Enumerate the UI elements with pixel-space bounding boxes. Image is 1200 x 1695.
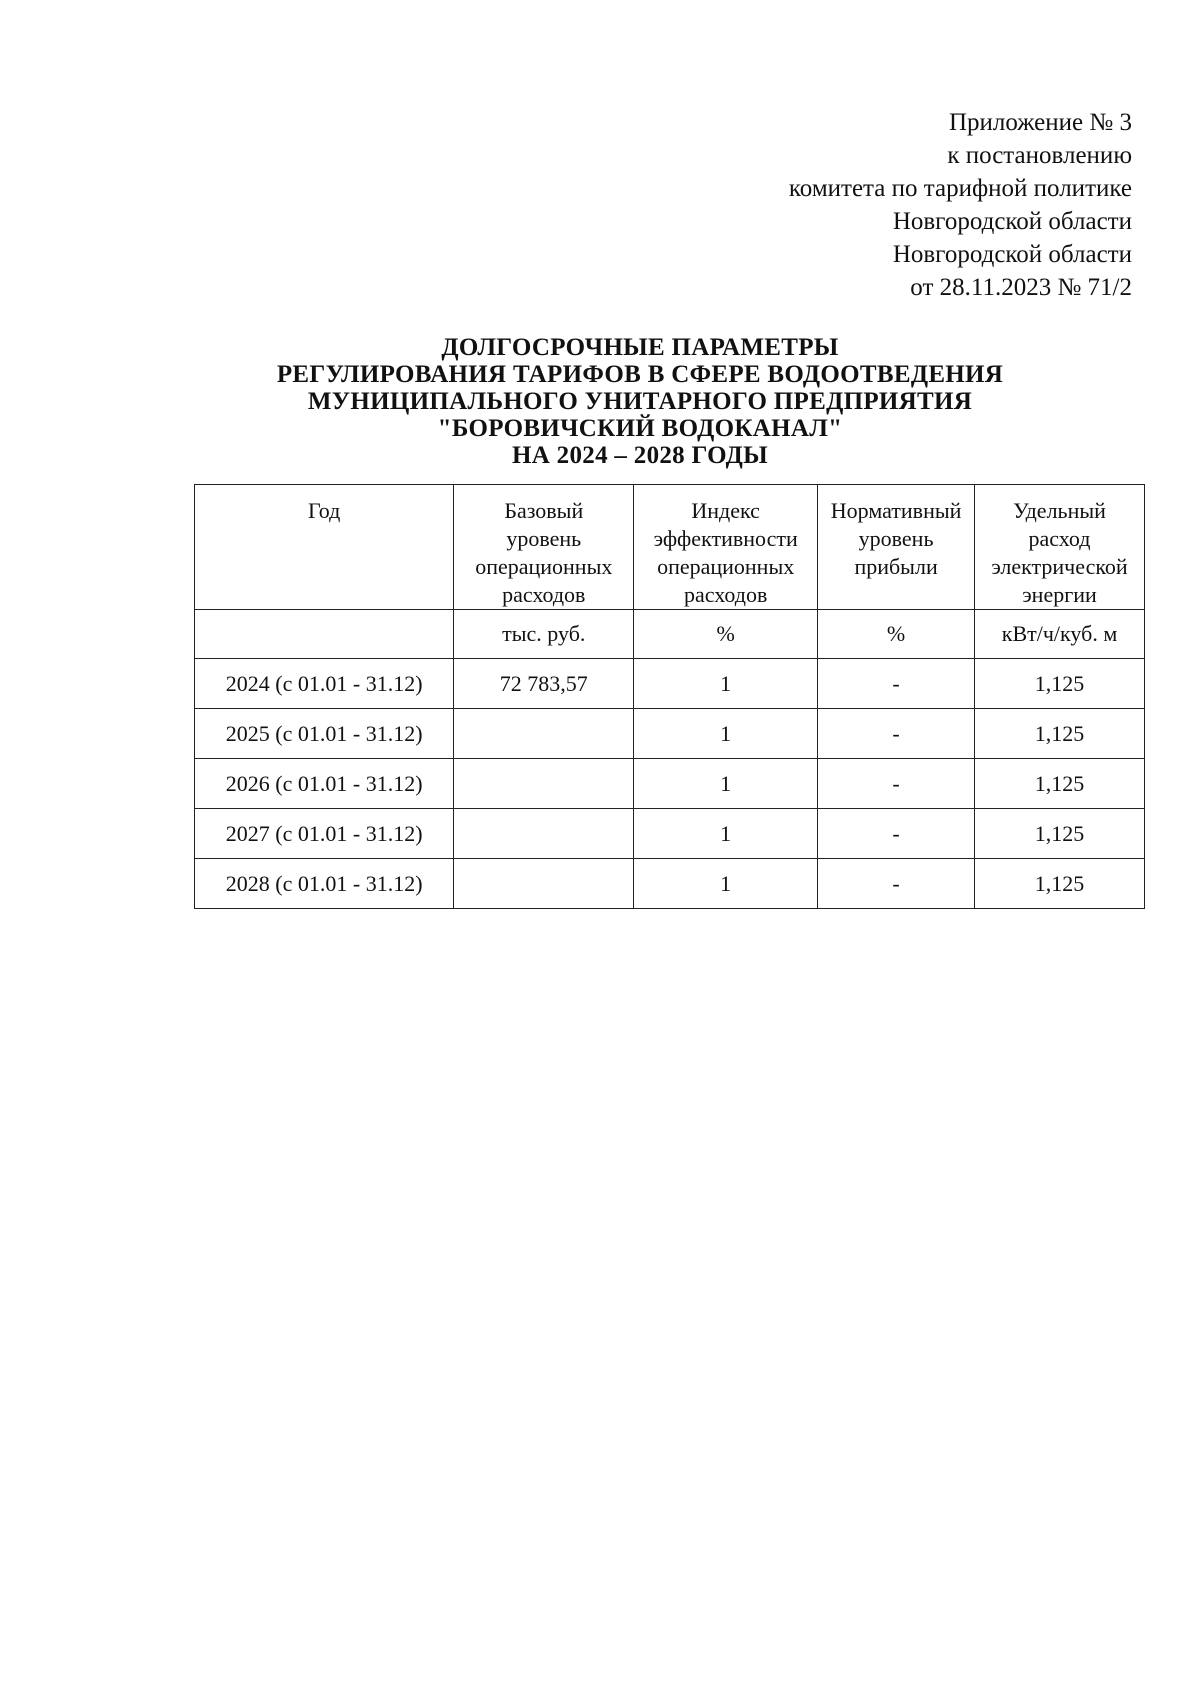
energy-consumption-cell: 1,125 [975,859,1145,909]
unit-cell: тыс. руб. [454,610,634,659]
appendix-line: Новгородской области [892,208,1132,235]
appendix-line: Новгородской области [892,241,1132,268]
profit-level-cell: - [818,709,975,759]
unit-cell: % [818,610,975,659]
title-line: НА 2024 – 2028 ГОДЫ [512,442,768,469]
efficiency-index-cell: 1 [634,709,818,759]
base-opex-cell [454,859,634,909]
table-header-row [195,485,1145,610]
title-line: РЕГУЛИРОВАНИЯ ТАРИФОВ В СФЕРЕ ВОДООТВЕДЕНИЯ [276,361,1004,388]
table-row [195,809,1145,859]
energy-consumption-cell: 1,125 [975,759,1145,809]
table-row [195,759,1145,809]
base-opex-cell [454,759,634,809]
title-line: ДОЛГОСРОЧНЫЕ ПАРАМЕТРЫ [441,334,839,361]
base-opex-cell [454,709,634,759]
header-energy-consumption: Удельный расход электрической энергии [975,485,1145,610]
profit-level-cell: - [818,759,975,809]
header-base-opex: Базовый уровень операционных расходов [454,485,634,610]
energy-consumption-cell: 1,125 [975,709,1145,759]
appendix-line: к постановлению [947,142,1132,169]
title-line: МУНИЦИПАЛЬНОГО УНИТАРНОГО ПРЕДПРИЯТИЯ [307,388,973,415]
table-row [195,709,1145,759]
year-cell: 2028 (с 01.01 - 31.12) [195,859,454,909]
unit-cell: % [634,610,818,659]
appendix-date-number: от 28.11.2023 № 71/2 [910,274,1132,301]
energy-consumption-cell: 1,125 [975,809,1145,859]
base-opex-cell [454,809,634,859]
appendix-number: Приложение № 3 [948,109,1132,136]
header-efficiency-index: Индекс эффективности операционных расходов [634,485,818,610]
unit-cell [195,610,454,659]
efficiency-index-cell: 1 [634,659,818,709]
efficiency-index-cell: 1 [634,859,818,909]
year-cell: 2027 (с 01.01 - 31.12) [195,809,454,859]
units-row [195,610,1145,659]
header-profit-level: Нормативный уровень прибыли [818,485,975,610]
year-cell: 2026 (с 01.01 - 31.12) [195,759,454,809]
base-opex-cell: 72 783,57 [454,659,634,709]
efficiency-index-cell: 1 [634,809,818,859]
document-title [180,334,1100,469]
year-cell: 2024 (с 01.01 - 31.12) [195,659,454,709]
header-year: Год [195,485,454,610]
title-line: "БОРОВИЧСКИЙ ВОДОКАНАЛ" [437,415,843,442]
energy-consumption-cell: 1,125 [975,659,1145,709]
appendix-block [789,106,1132,304]
year-cell: 2025 (с 01.01 - 31.12) [195,709,454,759]
profit-level-cell: - [818,859,975,909]
profit-level-cell: - [818,809,975,859]
parameters-table [194,484,1145,909]
appendix-line: комитета по тарифной политике [788,175,1132,202]
profit-level-cell: - [818,659,975,709]
table-row [195,859,1145,909]
efficiency-index-cell: 1 [634,759,818,809]
unit-cell: кВт/ч/куб. м [975,610,1145,659]
table-row [195,659,1145,709]
